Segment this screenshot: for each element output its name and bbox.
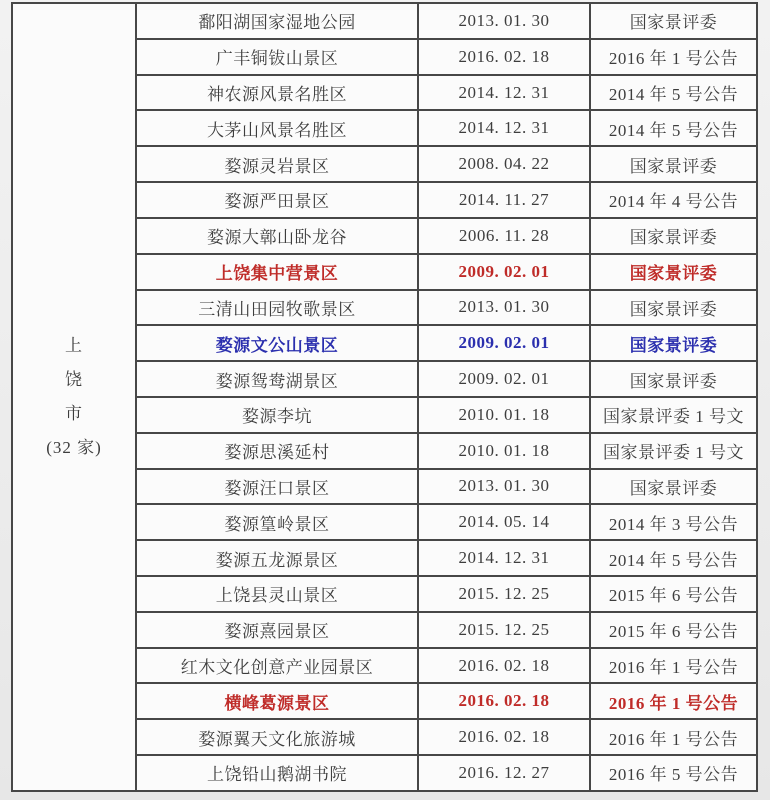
table-row — [137, 255, 756, 291]
approval-date-cell: 2016. 02. 18 — [419, 649, 591, 683]
scenic-name-cell: 婺源熹园景区 — [137, 613, 419, 647]
city-cell — [13, 4, 137, 790]
approval-date-cell: 2013. 01. 30 — [419, 470, 591, 504]
table-row — [137, 219, 756, 255]
approval-date-cell: 2015. 12. 25 — [419, 577, 591, 611]
scenic-name-cell: 上饶县灵山景区 — [137, 577, 419, 611]
notice-number-cell: 2015 年 6 号公告 — [608, 586, 739, 606]
table-row — [137, 756, 756, 790]
approval-date-cell: 2010. 01. 18 — [419, 398, 591, 432]
city-label-line: 上 — [65, 336, 83, 355]
approval-date-cell: 2015. 12. 25 — [419, 613, 591, 647]
table-row — [137, 577, 756, 613]
notice-number-cell: 国家景评委 — [629, 371, 718, 391]
approval-date-cell: 2016. 12. 27 — [419, 756, 591, 790]
scenic-name-cell: 大茅山风景名胜区 — [137, 111, 419, 145]
notice-number-cell: 2014 年 5 号公告 — [608, 120, 739, 140]
approval-date-cell: 2014. 12. 31 — [419, 111, 591, 145]
approval-date-cell: 2009. 02. 01 — [419, 362, 591, 396]
table-row — [137, 326, 756, 362]
approval-date-cell: 2010. 01. 18 — [419, 434, 591, 468]
scenic-name-cell: 婺源翼天文化旅游城 — [137, 720, 419, 754]
scenic-name-cell: 广丰铜钹山景区 — [137, 40, 419, 74]
scenic-name-cell: 婺源思溪延村 — [137, 434, 419, 468]
approval-date-cell: 2014. 11. 27 — [419, 183, 591, 217]
notice-number-cell: 2014 年 5 号公告 — [608, 85, 739, 105]
table-row — [137, 434, 756, 470]
notice-number-cell: 国家景评委 — [629, 299, 718, 319]
notice-number-cell: 2014 年 5 号公告 — [608, 550, 739, 570]
approval-date-cell: 2009. 02. 01 — [419, 326, 591, 360]
scenic-name-cell: 婺源大鄣山卧龙谷 — [137, 219, 419, 253]
city-label-line: (32 家) — [46, 438, 102, 457]
scenic-name-cell: 婺源鸳鸯湖景区 — [137, 362, 419, 396]
notice-number-cell: 2016 年 1 号公告 — [608, 693, 739, 713]
approval-date-cell: 2013. 01. 30 — [419, 4, 591, 38]
notice-number-cell: 国家景评委 — [629, 335, 718, 355]
scenic-name-cell: 婺源文公山景区 — [137, 326, 419, 360]
notice-number-cell: 2014 年 3 号公告 — [608, 514, 739, 534]
scenic-name-cell: 上饶铅山鹅湖书院 — [137, 756, 419, 790]
table-row — [137, 76, 756, 112]
notice-number-cell: 2016 年 5 号公告 — [608, 765, 739, 785]
notice-number-cell: 2015 年 6 号公告 — [608, 622, 739, 642]
approval-date-cell: 2014. 12. 31 — [419, 76, 591, 110]
table-row — [137, 505, 756, 541]
notice-number-cell: 2016 年 1 号公告 — [608, 658, 739, 678]
notice-number-cell: 2016 年 1 号公告 — [608, 729, 739, 749]
scenic-name-cell: 上饶集中营景区 — [137, 255, 419, 289]
approval-date-cell: 2014. 05. 14 — [419, 505, 591, 539]
notice-number-cell: 国家景评委 — [629, 156, 718, 176]
scenic-name-cell: 横峰葛源景区 — [137, 684, 419, 718]
table-row — [137, 147, 756, 183]
notice-number-cell: 国家景评委 1 号文 — [603, 443, 744, 463]
table-row — [137, 398, 756, 434]
notice-number-cell: 2014 年 4 号公告 — [608, 192, 739, 212]
notice-number-cell: 国家景评委 1 号文 — [603, 407, 744, 427]
scenic-area-table — [11, 2, 758, 792]
notice-number-cell: 国家景评委 — [629, 264, 718, 284]
approval-date-cell: 2009. 02. 01 — [419, 255, 591, 289]
table-row — [137, 362, 756, 398]
table-row — [137, 684, 756, 720]
table-row — [137, 470, 756, 506]
notice-number-cell: 2016 年 1 号公告 — [608, 49, 739, 69]
table-row — [137, 111, 756, 147]
approval-date-cell: 2016. 02. 18 — [419, 684, 591, 718]
table-row — [137, 720, 756, 756]
scenic-name-cell: 婺源汪口景区 — [137, 470, 419, 504]
scenic-name-cell: 婺源灵岩景区 — [137, 147, 419, 181]
approval-date-cell: 2006. 11. 28 — [419, 219, 591, 253]
table-rows — [137, 4, 756, 790]
approval-date-cell: 2016. 02. 18 — [419, 40, 591, 74]
table-row — [137, 4, 756, 40]
scenic-name-cell: 婺源篁岭景区 — [137, 505, 419, 539]
notice-number-cell: 国家景评委 — [629, 478, 718, 498]
scenic-name-cell: 婺源五龙源景区 — [137, 541, 419, 575]
scenic-name-cell: 婺源李坑 — [137, 398, 419, 432]
table-row — [137, 649, 756, 685]
table-row — [137, 40, 756, 76]
table-row — [137, 291, 756, 327]
scenic-name-cell: 鄱阳湖国家湿地公园 — [137, 4, 419, 38]
city-label-line: 市 — [65, 404, 83, 423]
approval-date-cell: 2013. 01. 30 — [419, 291, 591, 325]
table-row — [137, 541, 756, 577]
approval-date-cell: 2016. 02. 18 — [419, 720, 591, 754]
scenic-name-cell: 红木文化创意产业园景区 — [137, 649, 419, 683]
notice-number-cell: 国家景评委 — [629, 13, 718, 33]
scenic-name-cell: 神农源风景名胜区 — [137, 76, 419, 110]
approval-date-cell: 2014. 12. 31 — [419, 541, 591, 575]
scenic-name-cell: 婺源严田景区 — [137, 183, 419, 217]
scenic-name-cell: 三清山田园牧歌景区 — [137, 291, 419, 325]
table-row — [137, 183, 756, 219]
table-row — [137, 613, 756, 649]
city-label-line: 饶 — [65, 370, 83, 389]
notice-number-cell: 国家景评委 — [629, 228, 718, 248]
approval-date-cell: 2008. 04. 22 — [419, 147, 591, 181]
